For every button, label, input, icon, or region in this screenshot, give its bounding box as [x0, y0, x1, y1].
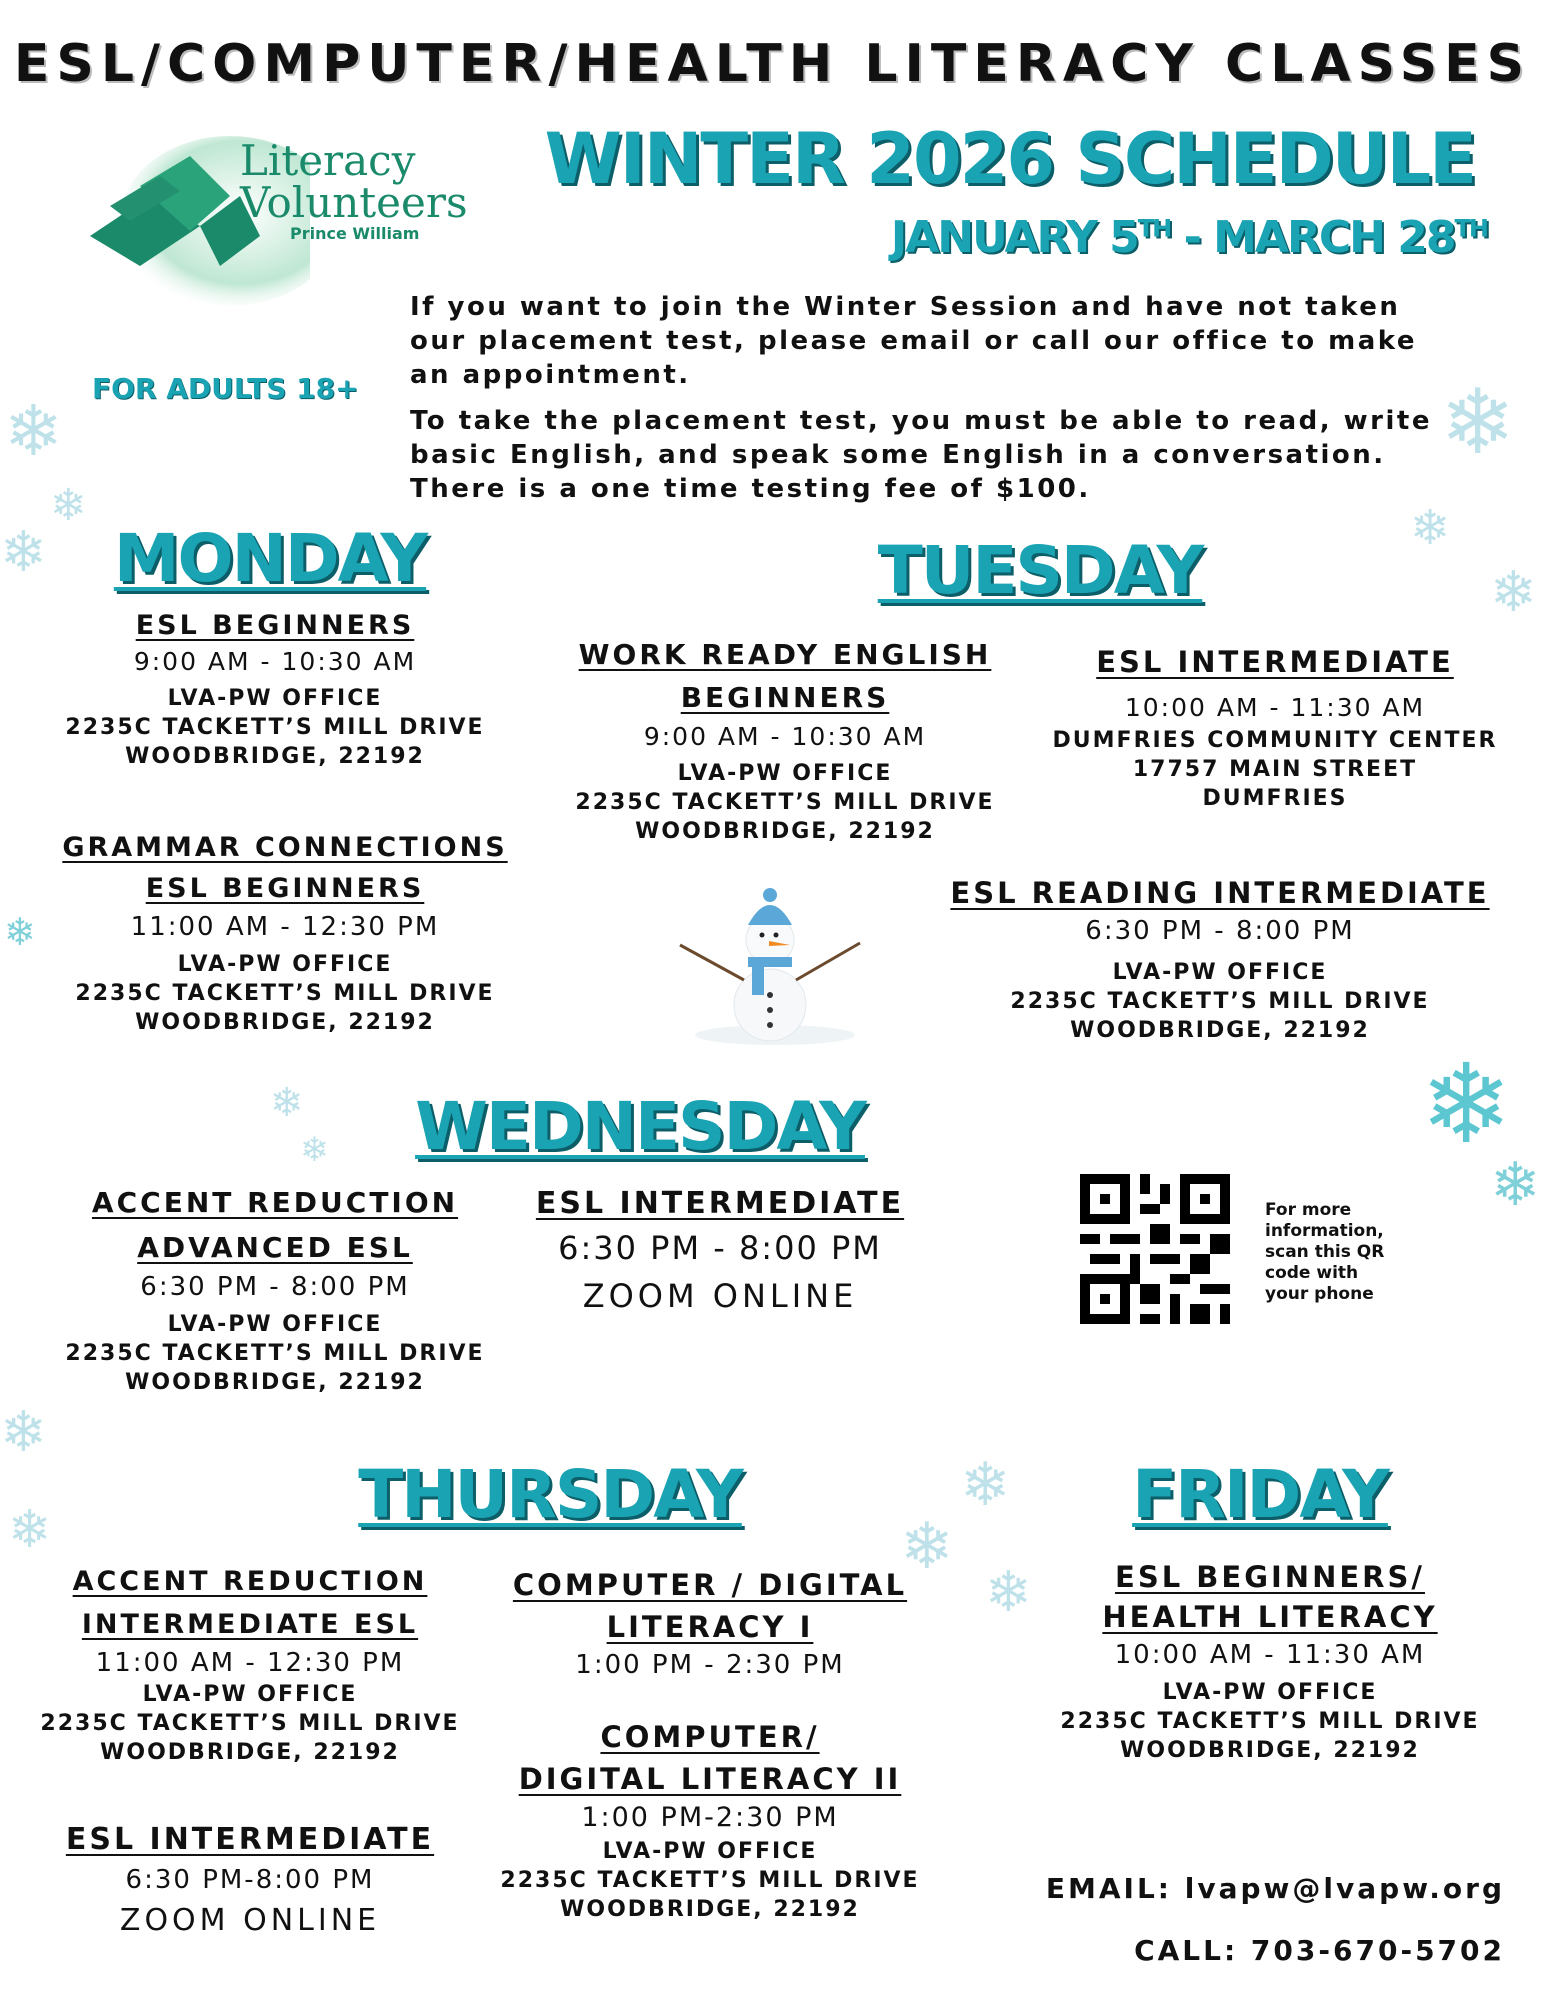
class-time: 6:30 PM - 8:00 PM: [558, 1229, 882, 1267]
class-location-office: LVA-PW OFFICE: [142, 1682, 358, 1707]
day-title-friday: FRIDAY: [1132, 1456, 1388, 1533]
snowflake-icon: ❄: [985, 1560, 1032, 1625]
class-time: 10:00 AM - 11:30 AM: [1114, 1640, 1426, 1670]
class-location-city: WOODBRIDGE, 22192: [635, 819, 935, 844]
class-location-street: 2235C TACKETT’S MILL DRIVE: [65, 715, 485, 740]
contact-email[interactable]: EMAIL: lvapw@lvapw.org: [1045, 1872, 1505, 1905]
snowflake-icon: ❄: [1420, 1040, 1513, 1168]
class-time: 9:00 AM - 10:30 AM: [643, 722, 927, 751]
class-location-office: LVA-PW OFFICE: [1112, 960, 1328, 985]
tuesday-class-1: [550, 638, 1020, 844]
snowflake-icon: ❄: [1490, 560, 1537, 625]
class-name: HEALTH LITERACY: [1102, 1600, 1438, 1634]
class-name: BEGINNERS: [680, 681, 890, 714]
class-location: ZOOM ONLINE: [119, 1903, 381, 1938]
class-location-city: WOODBRIDGE, 22192: [135, 1010, 435, 1035]
class-location-city: WOODBRIDGE, 22192: [1070, 1018, 1370, 1043]
class-time: 6:30 PM-8:00 PM: [125, 1865, 375, 1895]
class-name: LITERACY I: [606, 1610, 814, 1644]
class-time: 11:00 AM - 12:30 PM: [130, 912, 440, 942]
class-location-street: 2235C TACKETT’S MILL DRIVE: [65, 1341, 485, 1366]
class-location-street: 2235C TACKETT’S MILL DRIVE: [500, 1868, 920, 1893]
friday-class-1: [1040, 1560, 1500, 1763]
snowflake-icon: ❄: [300, 1130, 329, 1170]
class-location-street: 2235C TACKETT’S MILL DRIVE: [75, 981, 495, 1006]
class-time: 10:00 AM - 11:30 AM: [1124, 693, 1426, 722]
thursday-class-2: [40, 1822, 460, 1938]
class-name: INTERMEDIATE ESL: [81, 1609, 419, 1640]
class-time: 11:00 AM - 12:30 PM: [95, 1648, 405, 1678]
snowflake-icon: ❄: [1410, 500, 1451, 556]
logo-line1: Literacy: [240, 136, 416, 185]
snowflake-icon: ❄: [900, 1510, 954, 1584]
day-title-thursday: THURSDAY: [358, 1456, 742, 1533]
class-name: GRAMMAR CONNECTIONS: [62, 832, 508, 863]
logo-line3: Prince William: [290, 224, 420, 243]
schedule-dates: JANUARY 5TH - MARCH 28TH: [890, 212, 1487, 263]
snowflake-icon: ❄: [1440, 370, 1516, 475]
tuesday-class-3: [940, 876, 1500, 1043]
class-name: ESL BEGINNERS: [135, 610, 415, 641]
class-time: 1:00 PM - 2:30 PM: [575, 1650, 845, 1680]
class-location-street: 2235C TACKETT’S MILL DRIVE: [40, 1711, 460, 1736]
wednesday-class-2: [520, 1186, 920, 1315]
class-time: 6:30 PM - 8:00 PM: [1085, 916, 1355, 946]
class-name: ESL INTERMEDIATE: [535, 1186, 905, 1221]
class-name: ACCENT REDUCTION: [91, 1186, 459, 1219]
class-name: ADVANCED ESL: [137, 1231, 413, 1264]
snowflake-icon: ❄: [0, 520, 47, 585]
class-location-office: LVA-PW OFFICE: [167, 1312, 383, 1337]
schedule-title: WINTER 2026 SCHEDULE: [544, 118, 1475, 200]
class-location-city: WOODBRIDGE, 22192: [125, 744, 425, 769]
class-name: ESL INTERMEDIATE: [65, 1822, 435, 1857]
monday-class-1: [40, 610, 510, 769]
class-location-city: WOODBRIDGE, 22192: [125, 1370, 425, 1395]
class-name: COMPUTER / DIGITAL: [512, 1568, 908, 1602]
class-location-3: DUMFRIES: [1202, 786, 1348, 811]
logo-line2: Volunteers: [240, 178, 468, 227]
thursday-class-1: [20, 1566, 480, 1765]
class-time: 9:00 AM - 10:30 AM: [133, 647, 417, 676]
snowman-illustration: [670, 885, 870, 1045]
day-title-tuesday: TUESDAY: [877, 532, 1203, 609]
class-name: ESL BEGINNERS/: [1115, 1560, 1425, 1594]
class-time: 6:30 PM - 8:00 PM: [140, 1272, 410, 1302]
thursday-class-3: [480, 1568, 940, 1680]
class-location-office: LVA-PW OFFICE: [602, 1839, 818, 1864]
class-time: 1:00 PM-2:30 PM: [581, 1802, 839, 1833]
snowflake-icon: ❄: [4, 910, 36, 954]
class-location-office: LVA-PW OFFICE: [167, 686, 383, 711]
class-name: WORK READY ENGLISH: [578, 638, 992, 671]
snowflake-icon: ❄: [1490, 1150, 1541, 1220]
class-location-1: DUMFRIES COMMUNITY CENTER: [1052, 728, 1498, 753]
class-name: DIGITAL LITERACY II: [518, 1762, 902, 1796]
class-location-city: WOODBRIDGE, 22192: [1120, 1738, 1420, 1763]
snowflake-icon: ❄: [960, 1450, 1011, 1520]
qr-caption: For more information, scan this QR code with your phone: [1265, 1200, 1385, 1304]
class-location-street: 2235C TACKETT’S MILL DRIVE: [1010, 989, 1430, 1014]
class-location-office: LVA-PW OFFICE: [1162, 1680, 1378, 1705]
snowflake-icon: ❄: [270, 1080, 304, 1126]
snowflake-icon: ❄: [0, 1400, 47, 1465]
intro-paragraph-1: If you want to join the Winter Session and have not taken our placement test, please email or call our office to make an appointment.: [410, 292, 1417, 390]
class-name: ESL BEGINNERS: [145, 873, 425, 904]
snowflake-icon: ❄: [8, 1500, 52, 1560]
class-location-city: WOODBRIDGE, 22192: [560, 1897, 860, 1922]
snowflake-icon: ❄: [50, 480, 87, 531]
class-location-office: LVA-PW OFFICE: [177, 952, 393, 977]
tuesday-class-2: [1030, 645, 1520, 811]
class-location-office: LVA-PW OFFICE: [677, 761, 893, 786]
day-title-wednesday: WEDNESDAY: [415, 1088, 865, 1165]
monday-class-2: [40, 832, 530, 1035]
class-location: ZOOM ONLINE: [582, 1277, 858, 1315]
class-name: ACCENT REDUCTION: [72, 1566, 428, 1597]
class-location-city: WOODBRIDGE, 22192: [100, 1740, 400, 1765]
class-location-street: 2235C TACKETT’S MILL DRIVE: [1060, 1709, 1480, 1734]
audience-label: FOR ADULTS 18+: [92, 372, 359, 405]
thursday-class-4: [480, 1720, 940, 1922]
class-name: ESL INTERMEDIATE: [1096, 645, 1454, 679]
logo: [80, 136, 480, 306]
class-location-street: 2235C TACKETT’S MILL DRIVE: [575, 790, 995, 815]
day-title-monday: MONDAY: [113, 520, 427, 597]
class-name: ESL READING INTERMEDIATE: [950, 876, 1490, 910]
intro-paragraph-2: To take the placement test, you must be able to read, write basic English, and speak some English in a conversation. There is a one time testing fee of $100.: [410, 406, 1432, 504]
contact-phone[interactable]: CALL: 703-670-5702: [1134, 1934, 1505, 1967]
wednesday-class-1: [40, 1186, 510, 1395]
page-title: ESL/COMPUTER/HEALTH LITERACY CLASSES: [13, 34, 1532, 94]
snowflake-icon: ❄: [4, 390, 63, 472]
class-name: COMPUTER/: [600, 1720, 820, 1754]
class-location-2: 17757 MAIN STREET: [1132, 757, 1418, 782]
qr-code[interactable]: [1080, 1174, 1230, 1324]
